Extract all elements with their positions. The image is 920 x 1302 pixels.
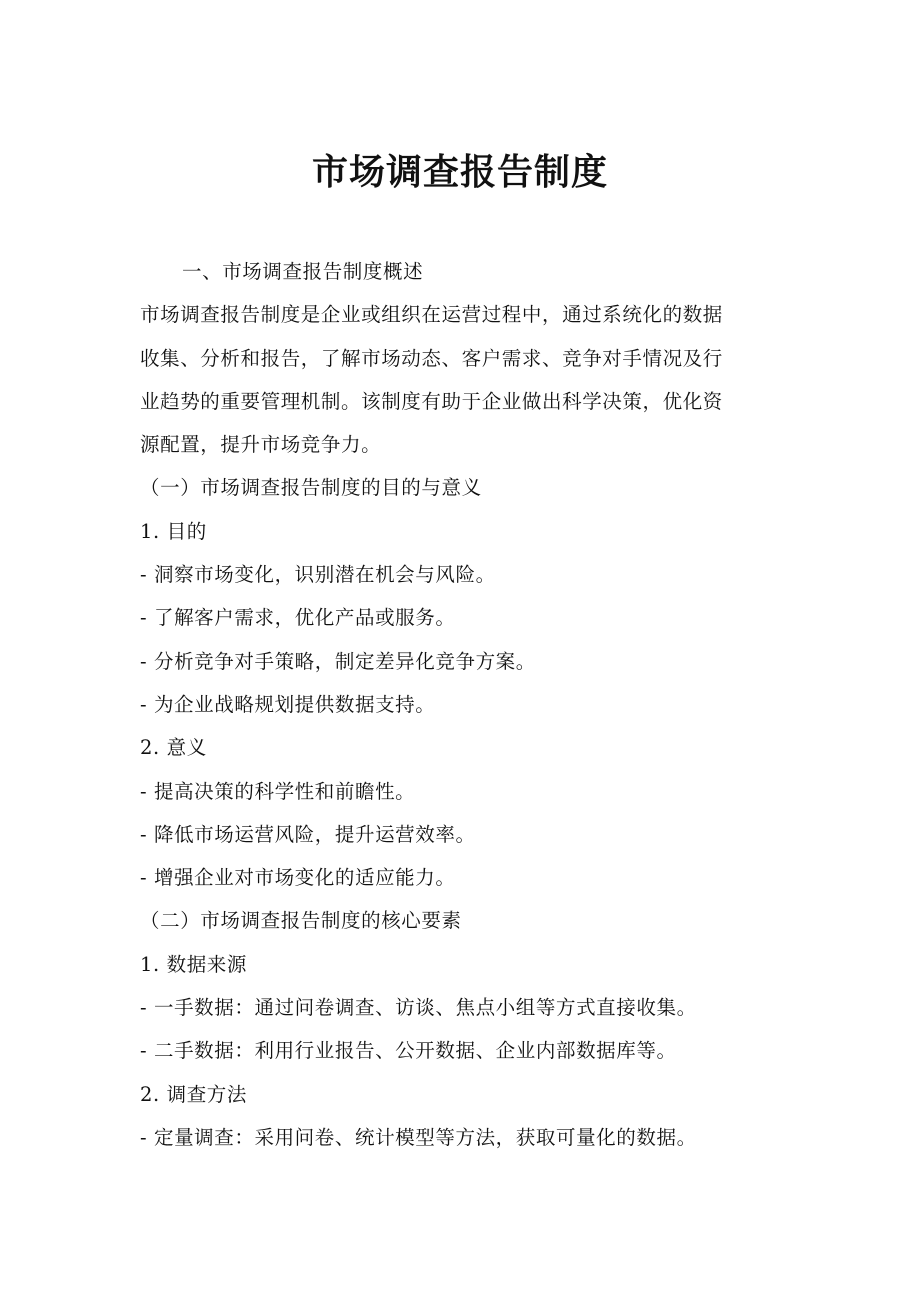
list-item: - 提高决策的科学性和前瞻性。 bbox=[140, 779, 416, 803]
paragraph-line: 业趋势的重要管理机制。该制度有助于企业做出科学决策，优化资 bbox=[140, 389, 723, 413]
list-item: - 分析竞争对手策略，制定差异化竞争方案。 bbox=[140, 649, 536, 673]
paragraph-line: 收集、分析和报告，了解市场动态、客户需求、竞争对手情况及行 bbox=[140, 346, 723, 370]
list-item: - 二手数据：利用行业报告、公开数据、企业内部数据库等。 bbox=[140, 1039, 677, 1063]
document-title: 市场调查报告制度 bbox=[311, 152, 608, 193]
list-item: - 降低市场运营风险，提升运营效率。 bbox=[140, 822, 476, 846]
list-item: - 定量调查：采用问卷、统计模型等方法，获取可量化的数据。 bbox=[140, 1125, 697, 1149]
list-item: - 一手数据：通过问卷调查、访谈、焦点小组等方式直接收集。 bbox=[140, 996, 697, 1020]
document-body bbox=[140, 250, 780, 1159]
paragraph-line: 市场调查报告制度是企业或组织在运营过程中，通过系统化的数据 bbox=[140, 303, 723, 327]
list-heading-purpose: 1. 目的 bbox=[140, 519, 207, 543]
subsection-heading-core-elements: （二）市场调查报告制度的核心要素 bbox=[140, 909, 462, 933]
list-item: - 为企业战略规划提供数据支持。 bbox=[140, 692, 436, 716]
list-item: - 洞察市场变化，识别潜在机会与风险。 bbox=[140, 563, 496, 587]
list-item: - 了解客户需求，优化产品或服务。 bbox=[140, 606, 456, 630]
paragraph-line: 源配置，提升市场竞争力。 bbox=[140, 433, 382, 457]
list-heading-survey-methods: 2. 调查方法 bbox=[140, 1082, 248, 1106]
list-heading-significance: 2. 意义 bbox=[140, 736, 207, 760]
subsection-heading-purpose: （一）市场调查报告制度的目的与意义 bbox=[140, 476, 482, 500]
list-item: - 增强企业对市场变化的适应能力。 bbox=[140, 866, 456, 890]
list-heading-data-sources: 1. 数据来源 bbox=[140, 952, 248, 976]
section-heading-overview: 一、市场调查报告制度概述 bbox=[182, 260, 424, 283]
